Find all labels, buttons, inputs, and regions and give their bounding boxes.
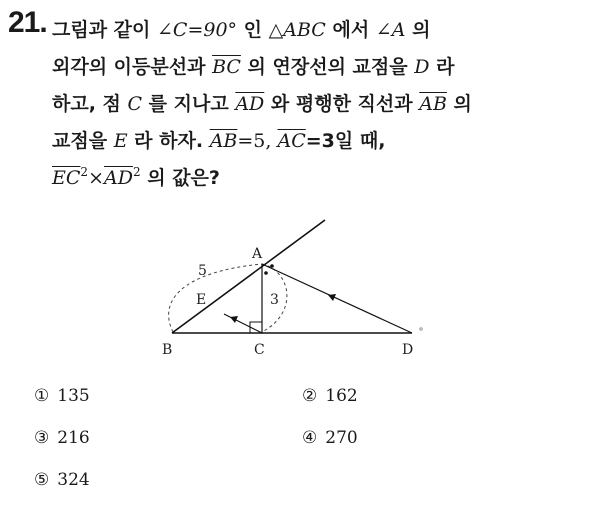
- segment-ab: $\overline{AB}$: [209, 130, 238, 152]
- label-c: C: [254, 342, 265, 358]
- choice-marker: ②: [302, 386, 318, 406]
- choice-marker: ③: [34, 428, 50, 448]
- choice-4[interactable]: [302, 428, 358, 448]
- choice-1[interactable]: [34, 386, 90, 406]
- segment-ad: $\overline{AD}$: [235, 93, 265, 115]
- point-d-dot: [420, 328, 422, 330]
- question-text: [52, 12, 602, 197]
- dashed-arc-ab: [169, 264, 262, 332]
- choice-value: 135: [57, 386, 90, 406]
- question-line-2: [52, 49, 602, 86]
- choice-marker: ④: [302, 428, 318, 448]
- times-sign: ×: [88, 167, 104, 189]
- label-ab-length: 5: [198, 263, 207, 279]
- label-b: B: [162, 342, 173, 358]
- text-run: 하고, 점: [52, 93, 128, 115]
- question-number: 21.: [8, 6, 47, 39]
- choice-marker: ①: [34, 386, 50, 406]
- label-a: A: [252, 246, 263, 262]
- arrow-ce: [230, 316, 238, 323]
- angle-c-expression: ∠C=90°: [157, 19, 238, 41]
- segment-ab: $\overline{AB}$: [419, 93, 447, 115]
- text-run: 와 평행한 직선과: [264, 93, 420, 115]
- text-run: 인: [237, 19, 269, 41]
- choice-value: 270: [325, 428, 358, 448]
- point-e: E: [113, 130, 128, 152]
- angle-a: ∠A: [375, 19, 406, 41]
- segment-ac: $\overline{AC}$: [277, 130, 306, 152]
- segment-ad-line: [262, 264, 412, 333]
- text-run: 라: [429, 56, 455, 78]
- label-d: D: [402, 342, 414, 358]
- choice-3[interactable]: [34, 428, 90, 448]
- text-run: 의 값은?: [140, 167, 220, 189]
- text-run: 의: [446, 93, 472, 115]
- label-ac-length: 3: [270, 292, 279, 308]
- angle-mark-dot: [270, 264, 274, 268]
- geometry-figure: [140, 212, 440, 372]
- ab-value: =5,: [237, 130, 278, 152]
- question-line-5: [52, 160, 602, 197]
- text-run: 라 하자.: [127, 130, 210, 152]
- label-e: E: [196, 292, 207, 308]
- choice-value: 324: [57, 470, 90, 490]
- question-line-3: [52, 86, 602, 123]
- segment-bc: $\overline{BC}$: [212, 56, 241, 78]
- choice-2[interactable]: [302, 386, 358, 406]
- segment-ec: $\overline{EC}$: [52, 167, 81, 189]
- exponent: 2: [132, 165, 141, 179]
- choice-value: 162: [325, 386, 358, 406]
- text-run: 외각의 이등분선과: [52, 56, 213, 78]
- exponent: 2: [80, 165, 89, 179]
- text-run: 를 지나고: [142, 93, 236, 115]
- choice-marker: ⑤: [34, 470, 50, 490]
- ac-value: =3일 때,: [305, 130, 386, 152]
- text-run: 그림과 같이: [52, 19, 157, 41]
- text-run: 교점을: [52, 130, 114, 152]
- triangle-abc: △ABC: [268, 19, 326, 41]
- point-d: D: [414, 56, 430, 78]
- segment-ce-line: [224, 314, 262, 333]
- angle-mark-dot: [264, 271, 268, 275]
- point-c: C: [127, 93, 143, 115]
- question-line-1: [52, 12, 602, 49]
- text-run: 의: [405, 19, 431, 41]
- choice-value: 216: [57, 428, 90, 448]
- line-ba-extended: [172, 220, 325, 333]
- question-line-4: [52, 123, 602, 160]
- text-run: 의 연장선의 교점을: [240, 56, 415, 78]
- choice-5[interactable]: [34, 470, 90, 490]
- segment-ad: $\overline{AD}$: [103, 167, 133, 189]
- text-run: 에서: [325, 19, 376, 41]
